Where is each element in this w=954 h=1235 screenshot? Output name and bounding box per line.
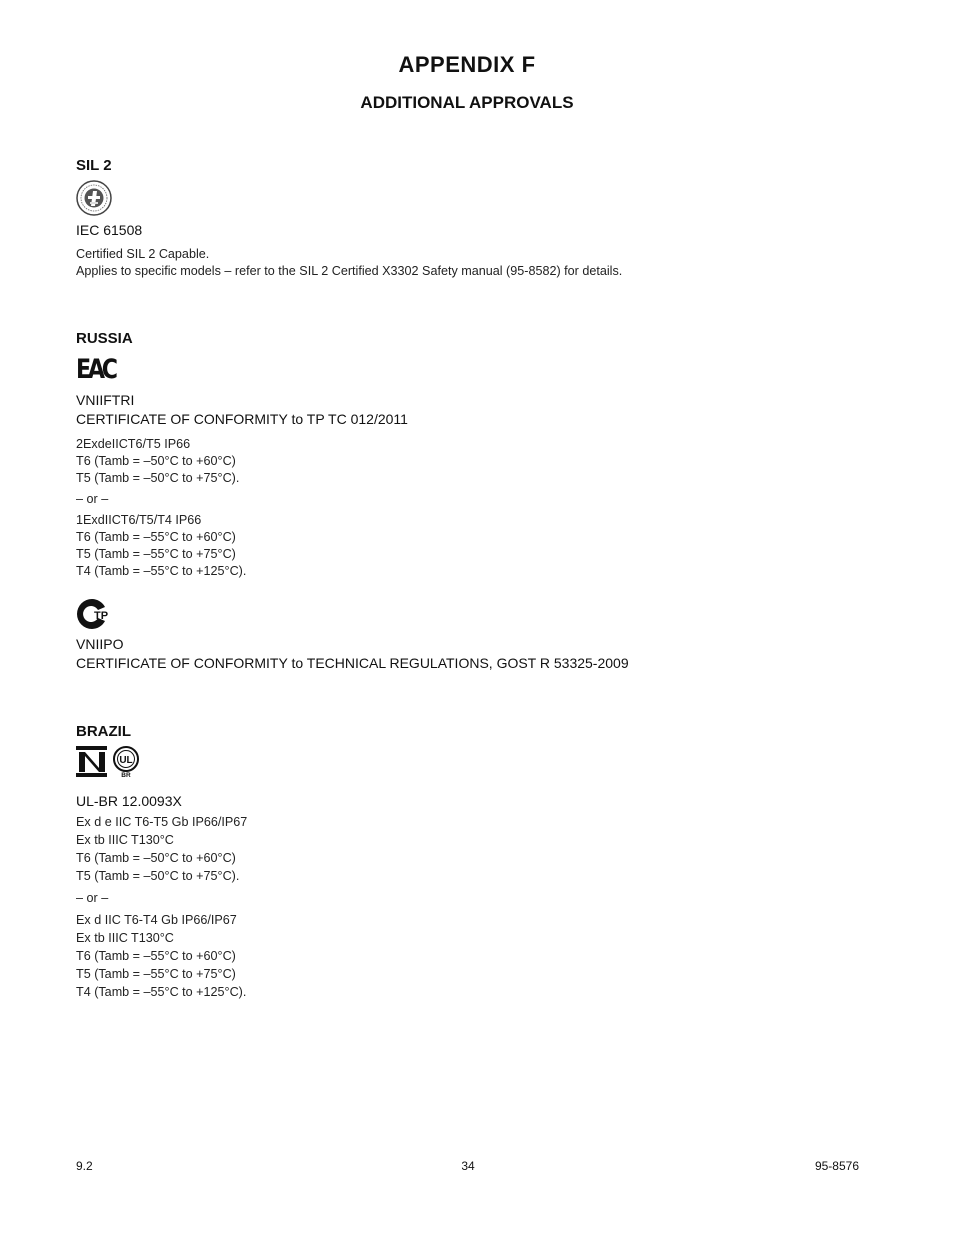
sil-standard: IEC 61508 <box>76 222 143 238</box>
russia-body-vniipo: VNIIPO <box>76 636 124 652</box>
br-text: BR <box>121 772 131 778</box>
russia-group-1-line: 2ExdeIICT6/T5 IP66 <box>76 437 191 451</box>
russia-body-vniiftri: VNIIFTRI <box>76 392 135 408</box>
russia-group-1-line: T6 (Tamb = –50°C to +60°C) <box>76 454 236 468</box>
page-subtitle: ADDITIONAL APPROVALS <box>360 93 574 112</box>
russia-certificate-gost: CERTIFICATE OF CONFORMITY to TECHNICAL REGULATIONS, GOST R 53325-2009 <box>76 655 629 671</box>
footer-revision: 9.2 <box>76 1159 93 1173</box>
russia-group-2-line: 1ExdIICT6/T5/T4 IP66 <box>76 513 202 527</box>
eac-mark-icon: EAC <box>76 354 115 385</box>
ul-text: UL <box>119 755 133 766</box>
gost-r-tp-mark-icon <box>76 598 110 630</box>
sil-description <box>76 246 622 280</box>
ul-br-mark-icon <box>112 746 142 778</box>
russia-group-2-line: T5 (Tamb = –55°C to +75°C) <box>76 547 236 561</box>
russia-group-2-line: T6 (Tamb = –55°C to +60°C) <box>76 530 236 544</box>
brazil-group-2-line: Ex d IIC T6-T4 Gb IP66/IP67 <box>76 913 237 927</box>
russia-group-2 <box>76 512 246 580</box>
sil-heading: SIL 2 <box>76 157 112 174</box>
russia-certificate-tp-tc: CERTIFICATE OF CONFORMITY to TP TC 012/2011 <box>76 411 408 427</box>
brazil-group-2-line: T5 (Tamb = –55°C to +75°C) <box>76 967 236 981</box>
sil-line-2: Applies to specific models – refer to the SIL 2 Certified X3302 Safety manual (95-8582) for details. <box>76 264 623 278</box>
brazil-group-1 <box>76 813 247 885</box>
footer-page-number: 34 <box>461 1159 475 1173</box>
brazil-group-1-line: Ex tb IIIC T130°C <box>76 833 174 847</box>
brazil-group-2-line: T6 (Tamb = –55°C to +60°C) <box>76 949 236 963</box>
sil-line-1: Certified SIL 2 Capable. <box>76 247 210 261</box>
russia-group-1-line: T5 (Tamb = –50°C to +75°C). <box>76 471 240 485</box>
inmetro-mark-icon <box>76 746 108 778</box>
footer-document-number: 95-8576 <box>814 1159 859 1173</box>
gost-tp-text: TP <box>93 610 109 622</box>
brazil-heading: BRAZIL <box>76 723 131 740</box>
russia-group-1 <box>76 436 239 487</box>
sil-certified-seal-icon <box>76 180 112 216</box>
brazil-group-1-line: T5 (Tamb = –50°C to +75°C). <box>76 869 240 883</box>
russia-group-2-line: T4 (Tamb = –55°C to +125°C). <box>76 564 247 578</box>
brazil-group-2-line: Ex tb IIIC T130°C <box>76 931 174 945</box>
brazil-group-1-line: T6 (Tamb = –50°C to +60°C) <box>76 851 236 865</box>
page-title: APPENDIX F <box>398 52 536 77</box>
russia-heading: RUSSIA <box>76 330 133 347</box>
brazil-group-2 <box>76 911 246 1001</box>
brazil-or: – or – <box>76 891 109 905</box>
brazil-group-1-line: Ex d e IIC T6-T5 Gb IP66/IP67 <box>76 815 248 829</box>
brazil-group-2-line: T4 (Tamb = –55°C to +125°C). <box>76 985 247 999</box>
russia-or: – or – <box>76 492 109 506</box>
brazil-certificate: UL-BR 12.0093X <box>76 793 182 809</box>
